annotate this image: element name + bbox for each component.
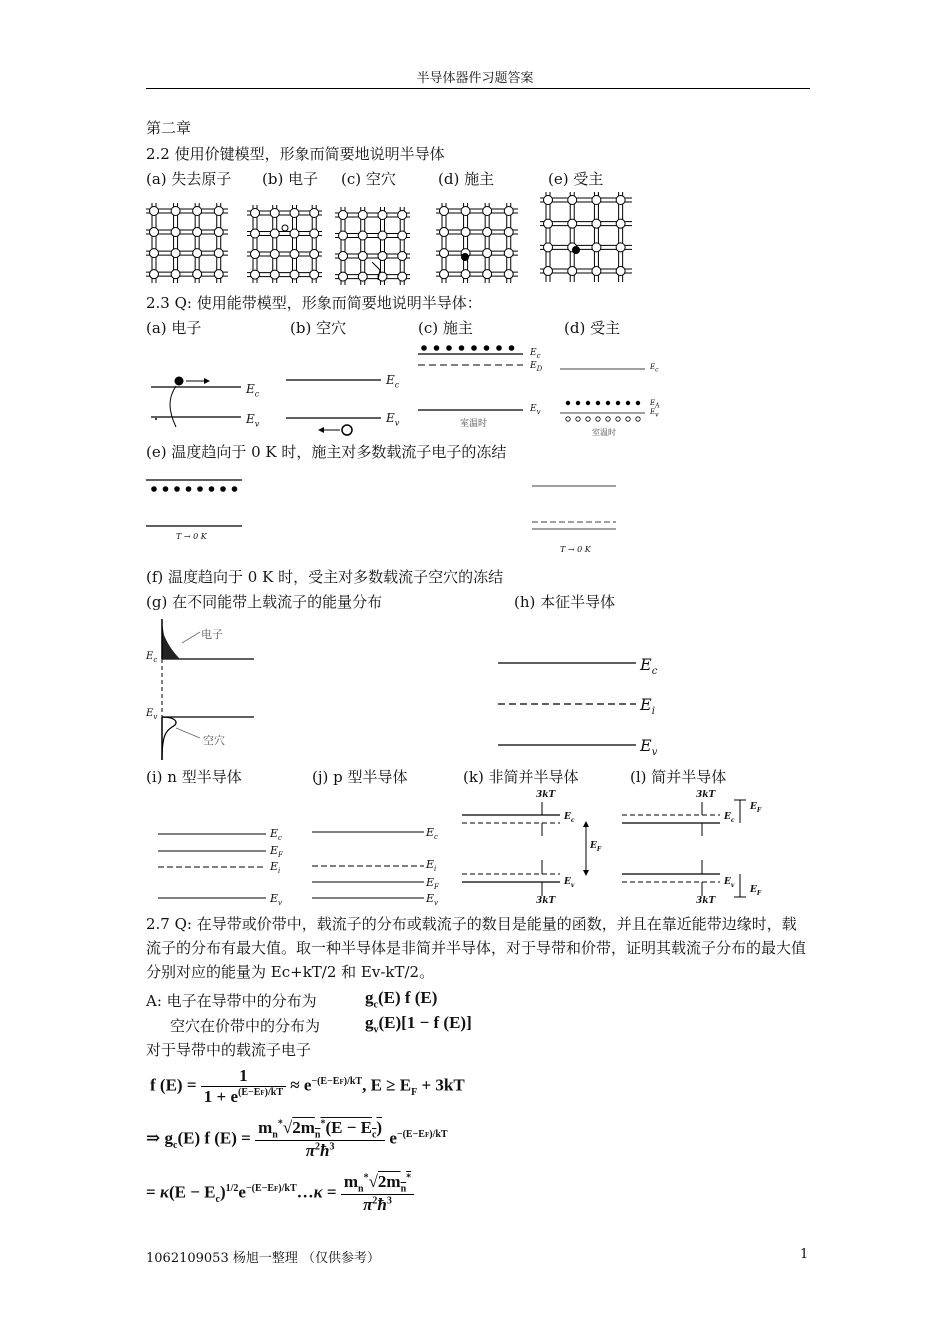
page-header: 半导体器件习题答案 [416, 71, 534, 86]
q27-conduction-label: 对于导带中的载流子电子 [146, 1041, 312, 1059]
n-type-ec-label: $E_c$ [270, 827, 282, 843]
q23-item-d: (d) 受主 [564, 319, 621, 337]
distribution-electron-label: 电子 [201, 628, 223, 641]
q23-item-j: (j) p 型半导体 [312, 768, 408, 786]
degenerate-ef-top-label: $E_F$ [750, 802, 762, 814]
distribution-ec-label: $E_c$ [146, 651, 158, 664]
band-d-ev-label: $E_v$ [650, 408, 659, 419]
band-a-ev-label: $E_v$ [246, 412, 260, 429]
q23-title: 2.3 Q: 使用能带模型，形象而简要地说明半导体： [146, 294, 482, 312]
footer-author: 1062109053 杨旭一整理 （仅供参考） [146, 1251, 380, 1266]
p-type-ei-label: $E_i$ [426, 858, 437, 874]
q23-item-f: (f) 温度趋向于 0 K 时，受主对多数载流子空穴的冻结 [146, 568, 504, 586]
degenerate-3kt-top: 3kT [696, 790, 716, 800]
q27-answer-electron-label: A: 电子在导带中的分布为 [146, 992, 317, 1010]
lattice-4 [540, 192, 632, 282]
q22-item-c: (c) 空穴 [341, 170, 396, 188]
q23-item-h: (h) 本征半导体 [514, 593, 616, 611]
degenerate-ef-bottom-label: $E_F$ [750, 885, 762, 897]
freezeout-donor-t0k: T → 0 K [176, 532, 207, 541]
bond-model-diagrams [0, 0, 950, 300]
band-diagram-donor [418, 340, 528, 420]
lattice-2 [335, 207, 410, 285]
chapter-title: 第二章 [146, 119, 192, 137]
band-a-ec-label: $E_c$ [246, 382, 260, 399]
band-c-room-temp: 室温时 [460, 419, 488, 429]
band-c-ec-label: $E_c$ [530, 348, 541, 360]
distribution-hole-label: 空穴 [203, 734, 225, 747]
q23-item-i: (i) n 型半导体 [146, 768, 242, 786]
band-c-ev-label: $E_v$ [530, 404, 541, 416]
q27-answer-hole-label: 空穴在价带中的分布为 [170, 1017, 321, 1035]
band-b-ec-label: $E_c$ [386, 373, 400, 390]
nondegenerate-3kt-bottom: 3kT [536, 896, 556, 906]
band-b-ev-label: $E_v$ [386, 411, 400, 428]
degenerate-ec-label: $E_c$ [724, 812, 735, 824]
intrinsic-ei-label: $E_i$ [640, 695, 655, 718]
q23-item-a: (a) 电子 [146, 319, 202, 337]
degenerate-3kt-bottom: 3kT [696, 896, 716, 906]
p-type-band-diagram [310, 825, 430, 905]
intrinsic-band-diagram [496, 655, 636, 755]
q23-item-e: (e) 温度趋向于 0 K 时，施主对多数载流子电子的冻结 [146, 443, 507, 461]
nondegenerate-band-diagram [460, 788, 610, 908]
q23-item-k: (k) 非简并半导体 [463, 768, 579, 786]
q27-formula-hole: $g_v(E)[1 - f$ (E)] [365, 1013, 472, 1036]
lattice-1 [247, 205, 322, 283]
freezeout-acceptor-t0k: T → 0 K [560, 545, 591, 554]
q27-question: 2.7 Q: 在导带或价带中，载流子的分布或载流子的数目是能量的函数，并且在靠近能带边缘时，载流子的分布有最大值。取一种半导体是非简并半导体，对于导带和价带，证明其载流子分布的最大值分别对应的能量为 Ec+kT/2 和 Ev-kT/2。 [146, 915, 807, 981]
lattice-0 [146, 203, 228, 283]
n-type-band-diagram [156, 825, 271, 905]
p-type-ef-label: $E_F$ [426, 876, 439, 892]
nondegenerate-3kt-top: 3kT [536, 790, 556, 800]
q22-item-d: (d) 施主 [438, 170, 495, 188]
q27-equation-2: ⇒ $g_c(E)$ f (E) = $\frac{m_n^*√2m_n^*(E - E_c)}{\pi^2ħ^3}$ $e^{-(E-EF)/kT}$ [146, 1118, 448, 1161]
intrinsic-ec-label: $E_c$ [640, 655, 658, 678]
band-d-room-temp: 室温时 [592, 428, 616, 437]
band-c-ed-label: $E_D$ [530, 361, 543, 373]
band-d-ea-label: $E_A$ [650, 399, 660, 410]
nondegenerate-ev-label: $E_v$ [564, 877, 575, 889]
n-type-ef-label: $E_F$ [270, 844, 283, 860]
q27-formula-electron: $g_c(E)$ f (E) [365, 988, 438, 1011]
degenerate-band-diagram [620, 788, 770, 908]
band-diagram-hole [284, 370, 394, 435]
nondegenerate-ef-label: $E_F$ [590, 841, 602, 853]
q23-item-g: (g) 在不同能带上载流子的能量分布 [146, 593, 383, 611]
band-d-ec-label: $E_c$ [650, 363, 659, 374]
p-type-ev-label: $E_v$ [426, 892, 438, 908]
q22-item-e: (e) 受主 [548, 170, 604, 188]
q22-item-b: (b) 电子 [262, 170, 319, 188]
q22-title: 2.2 使用价键模型，形象而简要地说明半导体 [146, 145, 445, 163]
q23-item-b: (b) 空穴 [290, 319, 347, 337]
q27-equation-1: f (E) = $\frac{1}{1 + e^{(E-EF)/kT}}$ ≈ $e^{-(E-EF)/kT}$, $E \ge E_F + 3kT$ [150, 1066, 465, 1106]
intrinsic-ev-label: $E_v$ [640, 736, 658, 759]
nondegenerate-ec-label: $E_c$ [564, 812, 575, 824]
lattice-3 [436, 203, 518, 283]
q23-item-l: (l) 简并半导体 [630, 768, 727, 786]
freezeout-acceptor-diagram [530, 480, 630, 550]
distribution-ev-label: $E_v$ [146, 708, 158, 721]
q22-item-a: (a) 失去原子 [146, 170, 232, 188]
q27-equation-3: = $\kappa(E - E_c)^{1/2}e^{-(E-EF)/kT}\dots\kappa$ = $\frac{m_n^*√2m_n^*}{\pi^2ħ^3}$ [146, 1172, 414, 1215]
p-type-ec-label: $E_c$ [426, 826, 438, 842]
n-type-ei-label: $E_i$ [270, 860, 281, 876]
footer-page-number: 1 [800, 1247, 809, 1262]
degenerate-ev-label: $E_v$ [724, 877, 735, 889]
n-type-ev-label: $E_v$ [270, 892, 282, 908]
q23-item-c: (c) 施主 [418, 319, 473, 337]
